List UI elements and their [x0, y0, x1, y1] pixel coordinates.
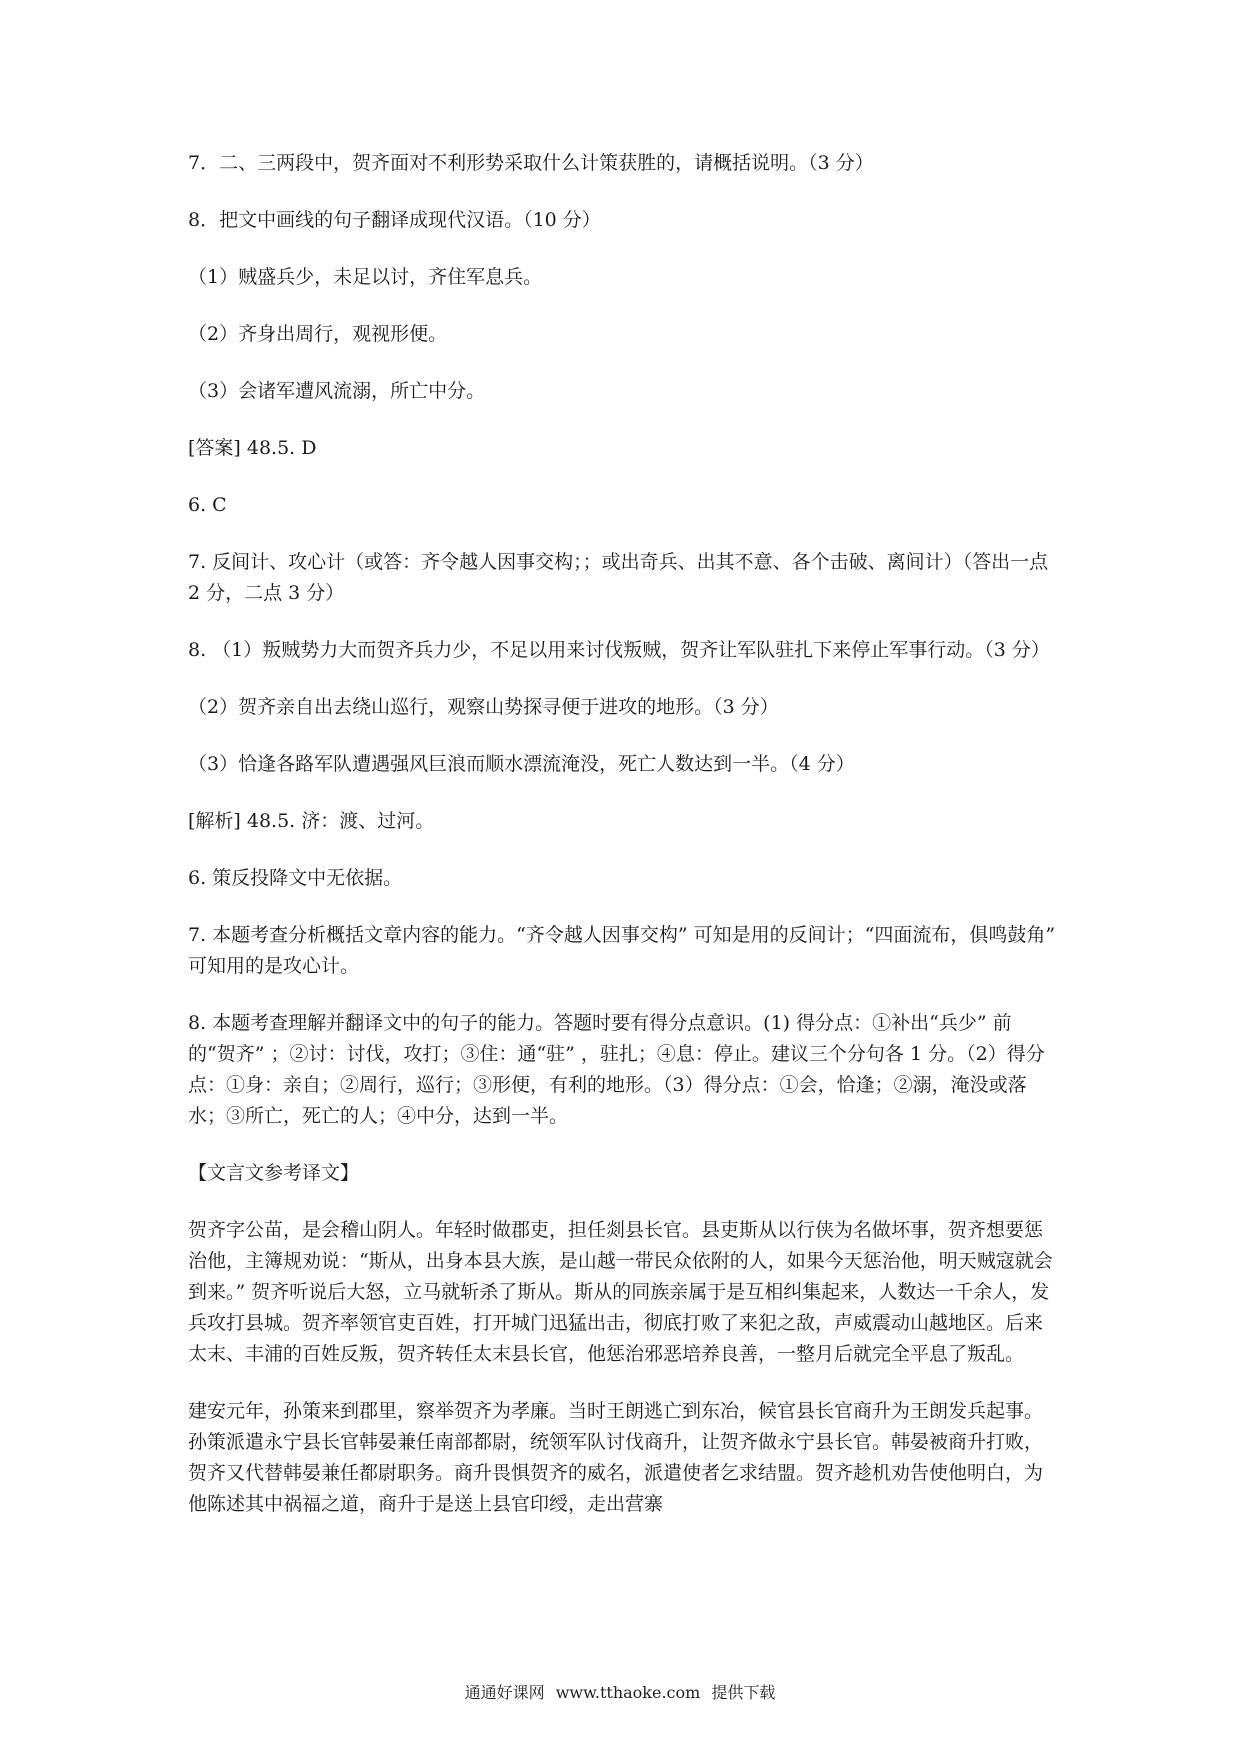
page-footer — [0, 1680, 1240, 1703]
analysis-8: 8. 本题考查理解并翻译文中的句子的能力。答题时要有得分点意识。(1) 得分点：①补出“兵少” 前的“贺齐” ；②讨：讨伐，攻打；③住：通“驻” ，驻扎；④息：停止。建议三个分句各 1 分。（2）得分点：①身：亲自；②周行，巡行；③形便，有利的地形。（3）得分点：①会，恰逢；②溺，淹没或落水；③所亡，死亡的人；④中分，达到一半。 — [188, 1012, 1045, 1127]
answer-8-item-2: （2）贺齐亲自出去绕山巡行，观察山势探寻便于进攻的地形。（3 分） — [188, 696, 779, 718]
answer-heading: [答案] 48.5. D — [188, 437, 317, 459]
question-8-item-1: （1）贼盛兵少，未足以讨，齐住军息兵。 — [188, 266, 543, 288]
analysis-6: 6. 策反投降文中无依据。 — [188, 867, 403, 889]
footer-site-name: 通通好课网 — [464, 1683, 545, 1702]
translation-heading: 【文言文参考译文】 — [188, 1162, 360, 1184]
question-7: 7．二、三两段中，贺齐面对不利形势采取什么计策获胜的，请概括说明。（3 分） — [188, 152, 874, 174]
translation-paragraph-2: 建安元年，孙策来到郡里，察举贺齐为孝廉。当时王朗逃亡到东冶，候官县长官商升为王朗发兵起事。孙策派遣永宁县长官韩晏兼任南部都尉，统领军队讨伐商升，让贺齐做永宁县长官。韩晏被商升打败，贺齐又代替韩晏兼任都尉职务。商升畏惧贺齐的威名，派遣使者乞求结盟。贺齐趁机劝告使他明白，为他陈述其中祸福之道，商升于是送上县官印绶，走出营寨 — [188, 1400, 1044, 1515]
translation-paragraph-1: 贺齐字公苗，是会稽山阴人。年轻时做郡吏，担任剡县长官。县吏斯从以行侠为名做坏事，贺齐想要惩治他，主簿规劝说：“斯从，出身本县大族，是山越一带民众依附的人，如果今天惩治他，明天贼寇就会到来。” 贺齐听说后大怒，立马就斩杀了斯从。斯从的同族亲属于是互相纠集起来，人数达一千余人，发兵攻打县城。贺齐率领官吏百姓，打开城门迅猛出击，彻底打败了来犯之敌，声威震动山越地区。后来太末、丰浦的百姓反叛，贺齐转任太末县长官，他惩治邪恶培养良善，一整月后就完全平息了叛乱。 — [188, 1219, 1053, 1365]
question-8-item-2: （2）齐身出周行，观视形便。 — [188, 323, 448, 345]
footer-suffix: 提供下载 — [711, 1683, 776, 1702]
answer-8-item-3: （3）恰逢各路军队遭遇强风巨浪而顺水漂流淹没，死亡人数达到一半。（4 分） — [188, 753, 855, 775]
analysis-7: 7. 本题考查分析概括文章内容的能力。“齐令越人因事交构” 可知是用的反间计；“四面流布，俱鸣鼓角” 可知用的是攻心计。 — [188, 924, 1056, 977]
answer-6: 6. C — [188, 494, 227, 516]
answer-7: 7. 反间计、攻心计（或答：齐令越人因事交构；；或出奇兵、出其不意、各个击破、离间计）（答出一点 2 分，二点 3 分） — [188, 551, 1049, 604]
footer-url[interactable]: www.tthaoke.com — [555, 1683, 701, 1702]
question-8-item-3: （3）会诸军遭风流溺，所亡中分。 — [188, 380, 486, 402]
analysis-heading: [解析] 48.5. 济：渡、过河。 — [188, 810, 435, 832]
answer-8-item-1: 8. （1）叛贼势力大而贺齐兵力少，不足以用来讨伐叛贼，贺齐让军队驻扎下来停止军事行动。（3 分） — [188, 639, 1050, 661]
document-body — [188, 148, 1058, 1520]
question-8: 8．把文中画线的句子翻译成现代汉语。（10 分） — [188, 209, 601, 231]
